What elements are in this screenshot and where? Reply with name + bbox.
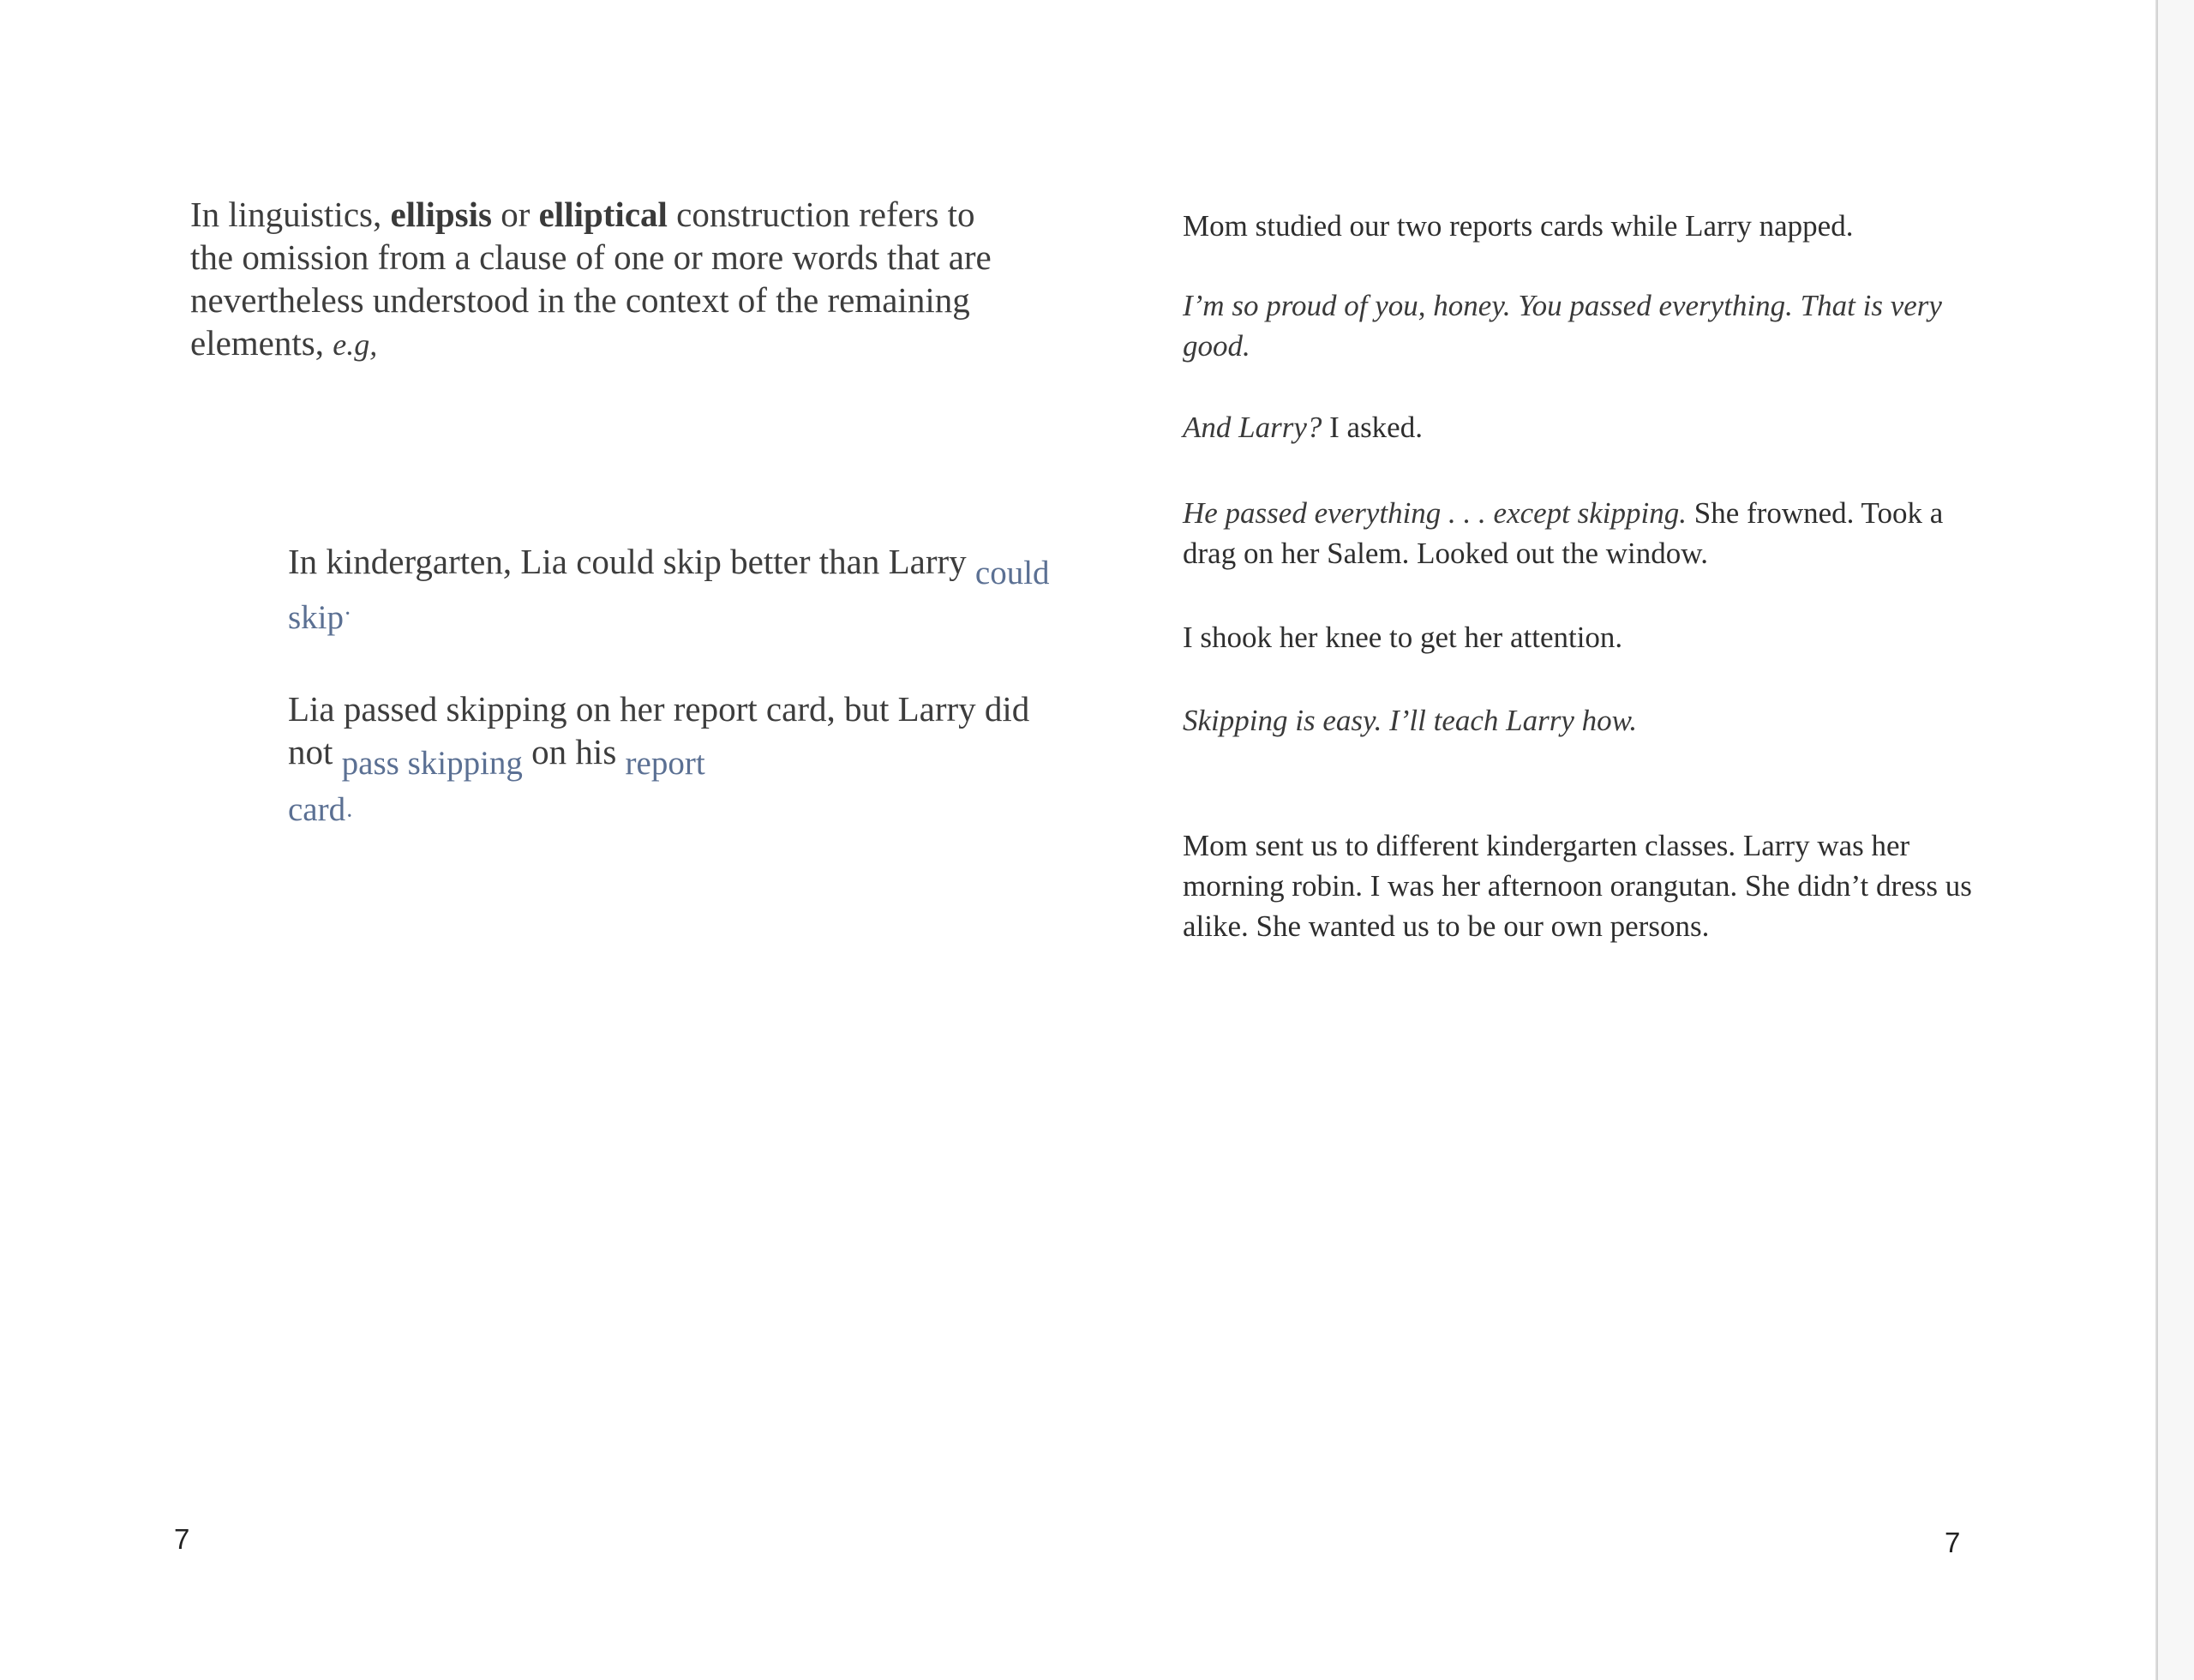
definition-text: construction refers to the omission from a clause of one or more words that are nevertheless understood in the context of the remaining elements, [190,195,992,363]
dialogue-text: Skipping is easy. I’ll teach Larry how. [1183,704,1638,737]
elided-words: could skip [288,555,1050,636]
story-dialogue [1183,285,1988,366]
definition-text: or [491,195,539,234]
dialogue-text: And Larry? [1183,411,1322,444]
term-ellipsis: ellipsis [390,195,492,234]
definition-paragraph [190,193,1013,366]
elided-words: card [288,791,346,828]
story-dialogue [1183,493,1988,573]
example-text: on his [522,732,626,771]
sentence-end: · [344,601,352,627]
sentence-end: · [345,803,354,830]
dialogue-text: I’m so proud of you, honey. You passed everything. That is very good. [1183,289,1942,363]
page-number-right: 7 [1945,1527,1961,1558]
elided-words: report [625,745,705,782]
story-dialogue [1183,407,1988,447]
dialogue-text: He passed everything . . . except skipping. [1183,496,1687,530]
story-dialogue [1183,700,1988,741]
example-text: Lia passed skipping on her report card, but Larry did not [288,689,1030,771]
page-number-left: 7 [174,1523,190,1555]
elided-words: pass skipping [341,745,523,782]
narration-text: She frowned. Took a drag on her Salem. Looked out the window. [1183,496,1944,570]
term-elliptical: elliptical [538,195,668,234]
definition-text: In linguistics, [190,195,391,234]
example-sentence-1 [288,540,1059,636]
example-sentence-2 [288,687,1059,835]
eg-abbreviation: e.g, [333,327,378,362]
page-margin [2158,0,2194,1680]
example-text: In kindergarten, Lia could skip better than Larry [288,542,975,581]
narration-text: I asked. [1322,411,1423,444]
example-line [288,787,1059,835]
story-paragraph: Mom studied our two reports cards while Larry napped. [1183,209,1854,243]
story-paragraph: Mom sent us to different kindergarten classes. Larry was her morning robin. I was her afternoon orangutan. She didn’t dress us alike. She wanted us to be our own persons. [1183,829,1972,943]
story-paragraph: I shook her knee to get her attention. [1183,621,1623,654]
